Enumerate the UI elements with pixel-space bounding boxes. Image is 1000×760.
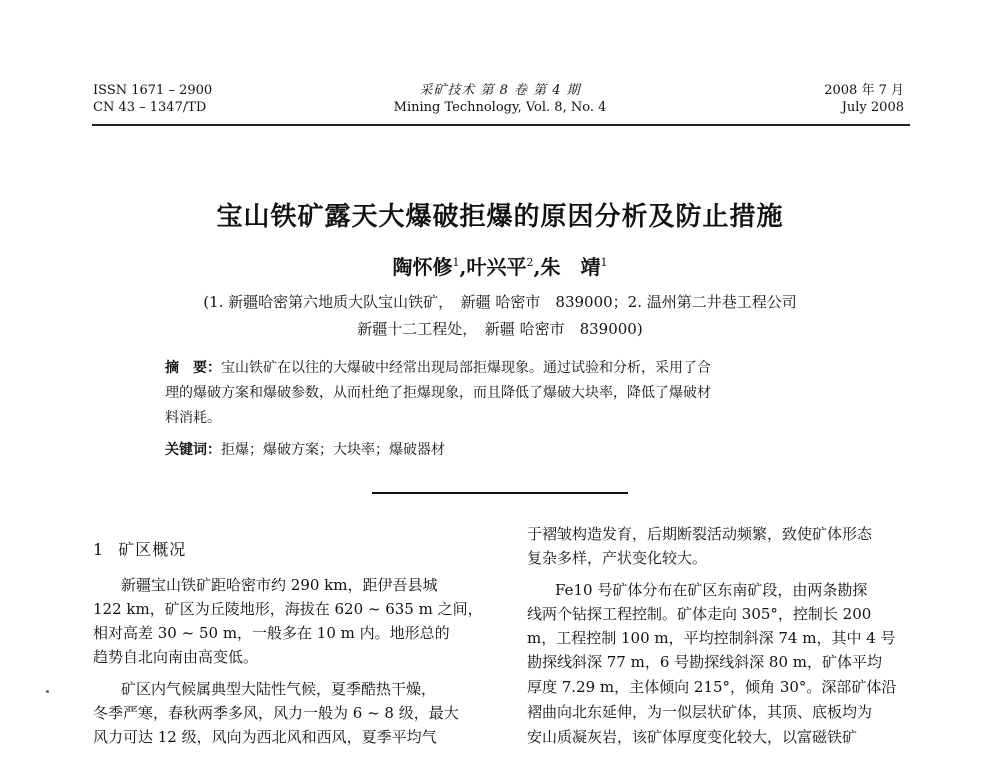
author-name: 叶兴平 [466,255,527,279]
author-list [0,251,1000,280]
body-line: 趋势自北向南由高变低。 [93,648,259,666]
section-number: 1 [93,540,105,559]
margin-speck [46,690,49,693]
body-line: 相对高差 30 ~ 50 m，一般多在 10 m 内。地形总的 [93,624,450,642]
body-line: 褶曲向北东延伸，为一似层状矿体，其顶、底板均为 [527,703,873,721]
body-line: 线两个钻探工程控制。矿体走向 305°，控制长 200 [527,605,872,623]
author-affil-mark: 1 [452,256,460,269]
body-line: 安山质凝灰岩，该矿体厚度变化较大，以富磁铁矿 [527,728,858,746]
abstract-label: 摘 要： [165,360,221,376]
journal-name-cn: 采矿技术 第 8 卷 第 4 期 [419,83,581,98]
section-heading [93,537,186,560]
affiliation-line: 新疆十二工程处， 新疆 哈密市 839000) [357,320,643,338]
paper-title: 宝山铁矿露天大爆破拒爆的原因分析及防止措施 [216,202,784,232]
author-name: 陶怀修 [392,255,453,279]
author-sep: , [533,255,541,279]
issue-date-cn: 2008 年 7 月 [824,83,904,98]
body-line: 复杂多样，产状变化较大。 [527,549,708,567]
body-line: 新疆宝山铁矿距哈密市约 290 km，距伊吾县城 [121,576,438,594]
issue-date-block [824,82,904,116]
author-name: 朱 靖 [540,255,601,279]
keywords [165,440,865,461]
journal-name-en: Mining Technology, Vol. 8, No. 4 [393,100,607,115]
affiliation-line: (1. 新疆哈密第六地质大队宝山铁矿， 新疆 哈密市 839000；2. 温州第二井巷工程公司 [203,293,797,311]
keywords-text: 拒爆；爆破方案；大块率；爆破器材 [221,442,445,458]
header-rule [92,124,910,126]
body-line: 风力可达 12 级，风向为西北风和西风，夏季平均气 [93,728,437,746]
body-line: 勘探线斜深 77 m，6 号勘探线斜深 80 m，矿体平均 [527,653,883,671]
abstract-text: 宝山铁矿在以往的大爆破中经常出现局部拒爆现象。通过试验和分析，采用了合 [221,360,711,376]
body-line: 122 km，矿区为丘陵地形，海拔在 620 ~ 635 m 之间， [93,600,483,618]
body-line: Fe10 号矿体分布在矿区东南矿段，由两条勘探 [555,581,868,599]
keywords-label: 关键词： [165,442,221,458]
section-title: 矿区概况 [118,540,187,559]
abstract-separator [372,492,628,494]
author-affil-mark: 1 [600,256,608,269]
cn-number: CN 43 – 1347/TD [93,100,207,115]
author-affil-mark: 2 [526,256,534,269]
body-line: 于褶皱构造发育，后期断裂活动频繁，致使矿体形态 [527,525,873,543]
author-sep: , [459,255,467,279]
body-line: 矿区内气候属典型大陆性气候，夏季酷热干燥， [121,680,437,698]
body-line: 冬季严寒，春秋两季多风，风力一般为 6 ~ 8 级，最大 [93,704,459,722]
issue-date-en: July 2008 [841,100,904,115]
issn: ISSN 1671 – 2900 [93,83,213,98]
body-line: 厚度 7.29 m，主体倾向 215°，倾角 30°。深部矿体沿 [527,678,897,696]
abstract-line: 理的爆破方案和爆破参数，从而杜绝了拒爆现象，而且降低了爆破大块率，降低了爆破材 [165,385,711,401]
abstract-line [165,358,865,379]
body-line: m，工程控制 100 m，平均控制斜深 74 m，其中 4 号 [527,629,896,647]
abstract-line: 料消耗。 [165,410,221,426]
